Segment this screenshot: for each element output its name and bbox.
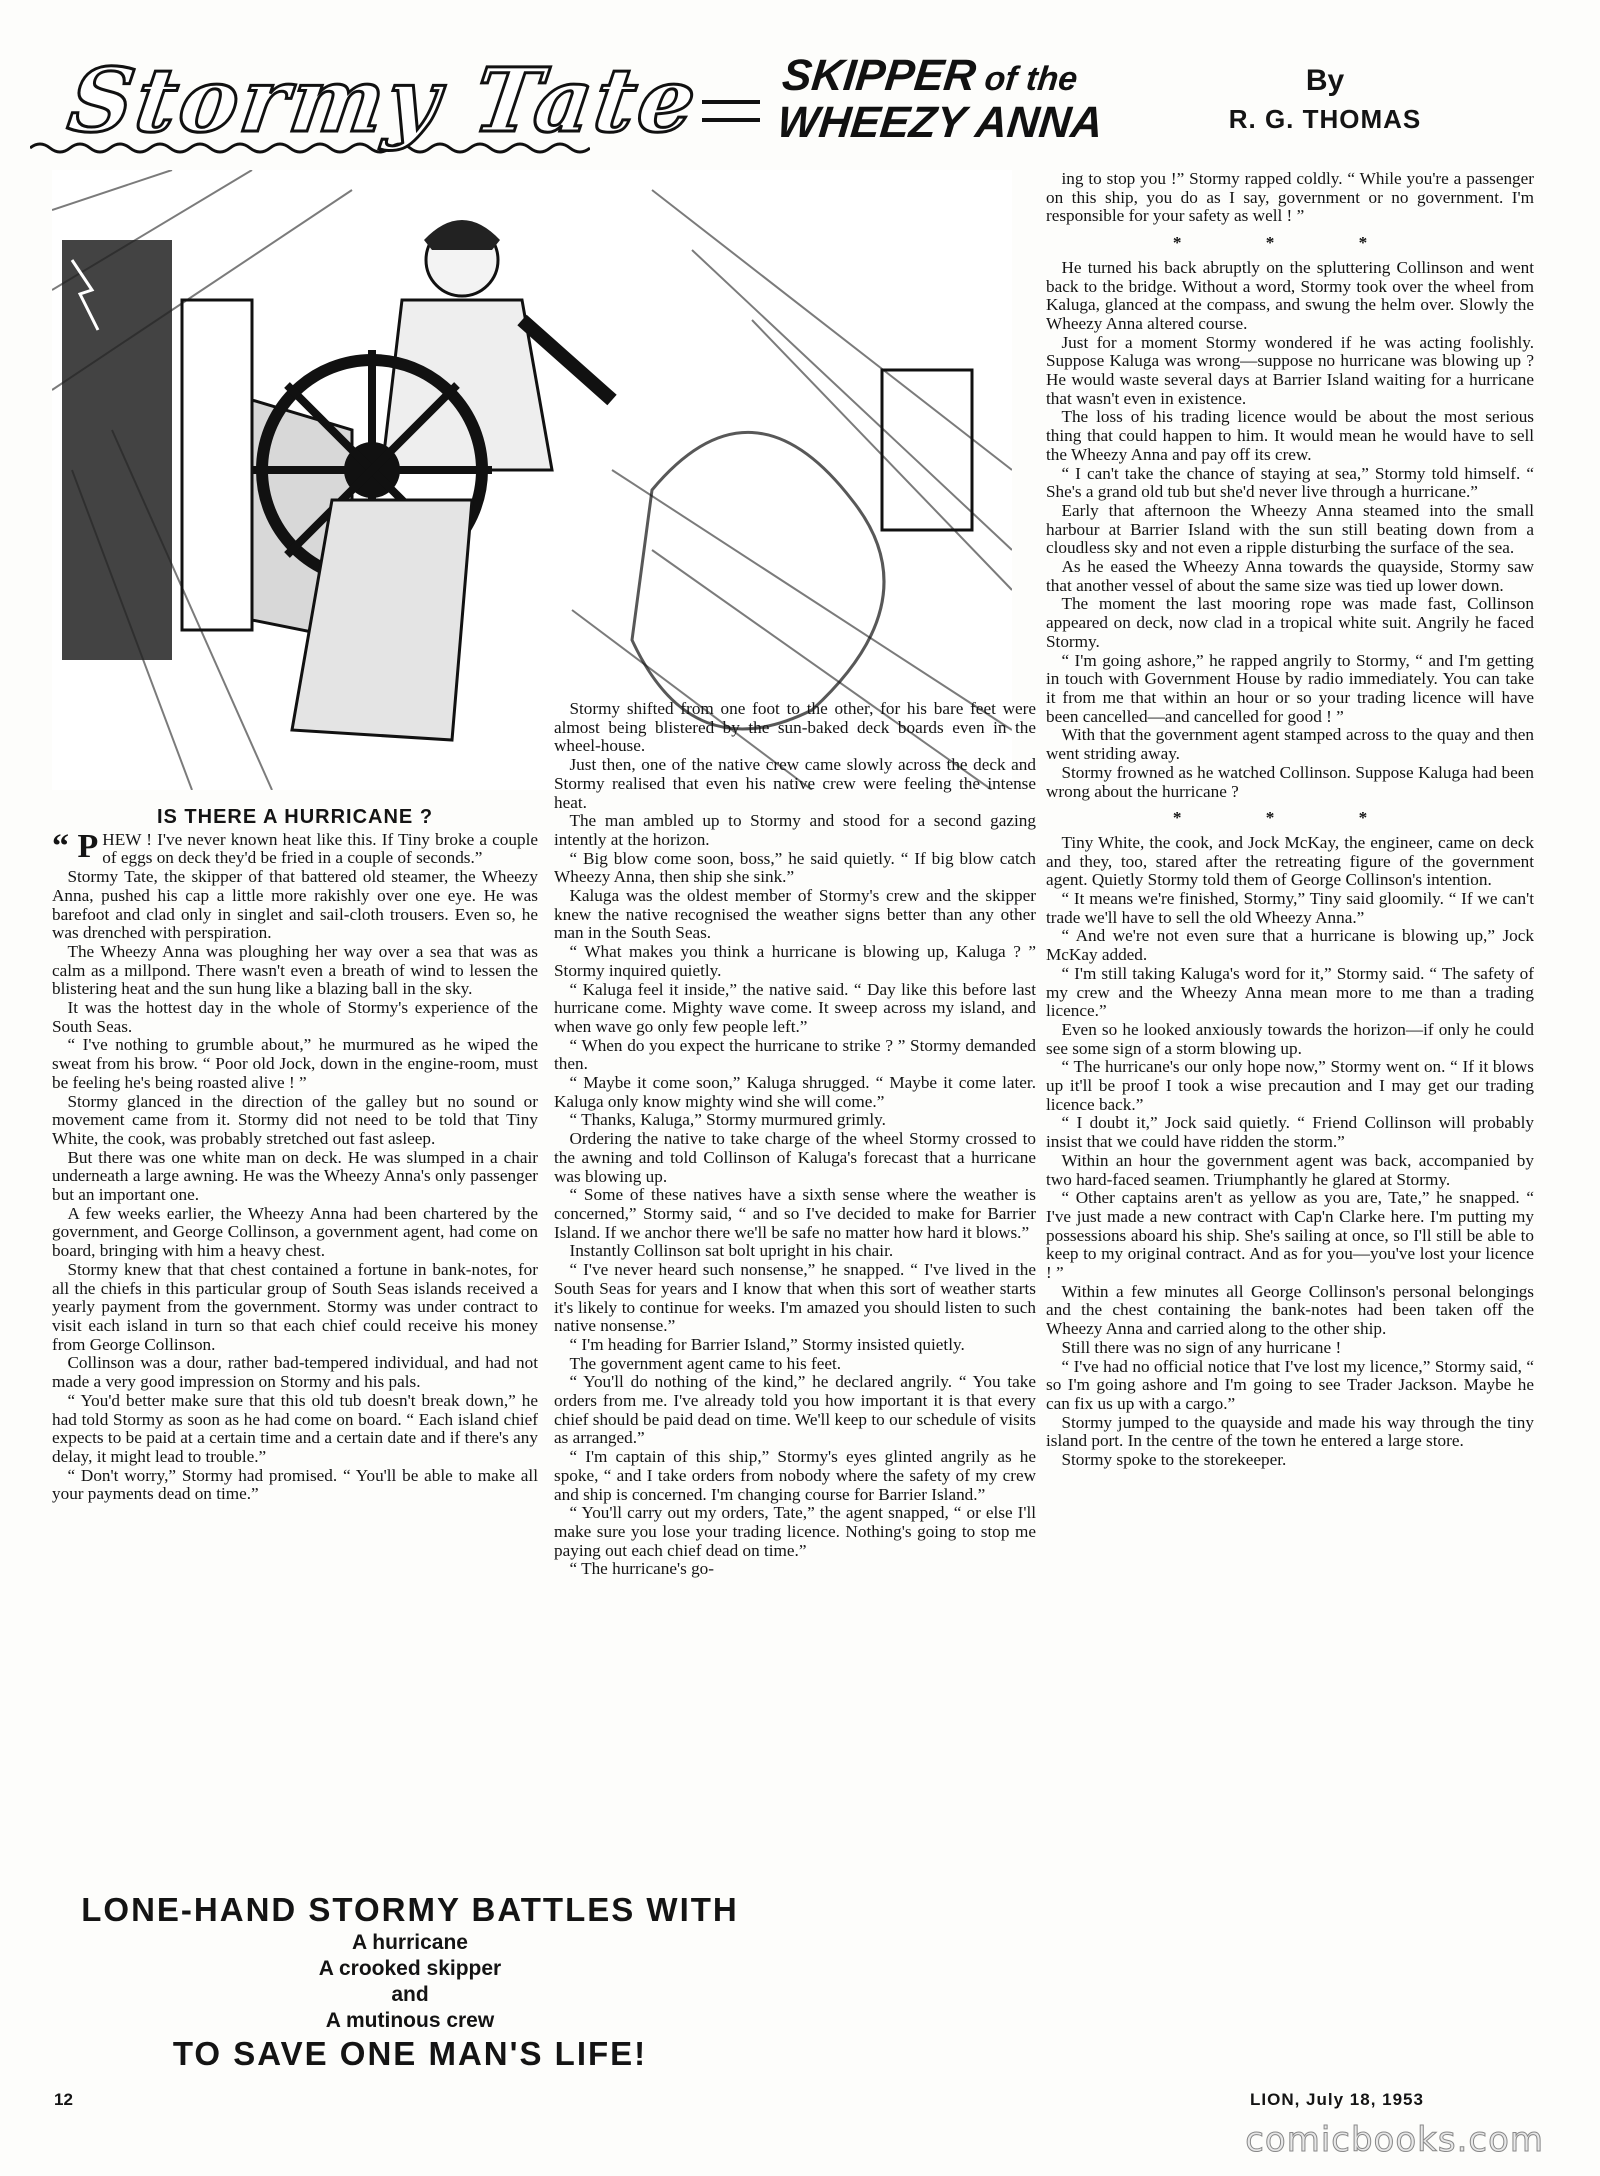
story-paragraph: “ And we're not even sure that a hurricane is blowing up,” Jock McKay added.	[1046, 926, 1534, 965]
section-break-stars: * * *	[1172, 233, 1408, 253]
story-paragraph: With that the government agent stamped across to the quay and then went striding away.	[1046, 725, 1534, 764]
story-paragraph: Stormy spoke to the storekeeper.	[1061, 1450, 1287, 1470]
story-paragraph: ing to stop you !” Stormy rapped coldly. “ While you're a passenger on this ship, you do as I say, government or no government. I'm responsible for your safety as well ! ”	[1046, 169, 1534, 226]
section-heading: IS THERE A HURRICANE ?	[156, 806, 434, 828]
story-paragraph: “ I'm going ashore,” he rapped angrily to Stormy, “ and I'm getting in touch with Government House by radio immediately. You can take it from me that within an hour or so your trading licence will have been cancelled—and cancelled for good ! ”	[1046, 650, 1534, 726]
story-paragraph: “ I've nothing to grumble about,” he murmured as he wiped the sweat from his brow. “ Poor old Jock, down in the engine-room, must be feeling he's being roasted alive ! ”	[52, 1035, 538, 1092]
story-paragraph: “ I'm captain of this ship,” Stormy's eyes glinted angrily as he spoke, “ and I take orders from nobody where the safety of my crew and ship is concerned. I'm changing course for Barrier Island.”	[554, 1447, 1036, 1504]
story-paragraph: Stormy Tate, the skipper of that battered old steamer, the Wheezy Anna, pushed his cap a little more rakishly over one eye. He was barefoot and clad only in singlet and sail-cloth trousers. Even so, he was drenched with perspiration.	[52, 867, 538, 943]
story-paragraph: Stormy knew that that chest contained a fortune in bank-notes, for all the chiefs in this particular group of South Seas islands received a yearly payment from the government. Stormy was under contract to visit each island in turn so that each chief could receive his money from George Collinson.	[52, 1259, 538, 1354]
story-illustration	[52, 170, 1012, 790]
story-paragraph: “ You'll do nothing of the kind,” he declared angrily. “ You take orders from me. I've already told you how important it is that every chief should be paid dead on time. We'll keep to our schedule of visits as arranged.”	[554, 1372, 1036, 1448]
story-paragraph: Collinson was a dour, rather bad-tempered individual, and had not made a very good impression on Stormy and his pals.	[52, 1353, 538, 1392]
story-paragraph: A few weeks earlier, the Wheezy Anna had been chartered by the government, and George Collinson, a government agent, had come on board, bringing with him a heavy chest.	[52, 1203, 538, 1261]
story-paragraph: Kaluga was the oldest member of Stormy's crew and the skipper knew the native recognised the weather signs better than any other man in the South Seas.	[554, 886, 1036, 943]
story-paragraph: As he eased the Wheezy Anna towards the quayside, Stormy saw that another vessel of about the same size was tied up lower down.	[1046, 557, 1534, 595]
story-paragraph: “ I'm heading for Barrier Island,” Stormy insisted quietly.	[569, 1334, 965, 1354]
story-paragraph: “ Maybe it come soon,” Kaluga shrugged. “ Maybe it come later. Kaluga only know mighty wind she will come.”	[554, 1073, 1036, 1111]
story-paragraph: The loss of his trading licence would be about the most serious thing that could happen to him. It would mean he would have to sell the Wheezy Anna and pay off its crew.	[1046, 407, 1534, 464]
story-paragraph: The Wheezy Anna was ploughing her way over a sea that was as calm as a millpond. There wasn't even a breath of wind to lessen the blistering heat and the sun hung like a blazing ball in the sky.	[52, 941, 538, 999]
story-paragraph: Within an hour the government agent was back, accompanied by two hard-faced seamen. Triumphantly he glared at Stormy.	[1046, 1150, 1534, 1189]
story-paragraph: Stormy frowned as he watched Collinson. Suppose Kaluga had been wrong about the hurricane ?	[1046, 762, 1534, 801]
promo-headline: LONE-HAND STORMY BATTLES WITH	[81, 1891, 739, 1928]
story-paragraph: “ I'm still taking Kaluga's word for it,” Stormy said. “ The safety of my crew and the Wheezy Anna mean more to me than a trading licence.”	[1046, 963, 1534, 1021]
story-paragraph: Just for a moment Stormy wondered if he was acting foolishly. Suppose Kaluga was wrong—suppose no hurricane was blowing up ? He would waste several days at Barrier Island waiting for a hurricane that wasn't even in existence.	[1046, 332, 1534, 408]
story-paragraph: “ Don't worry,” Stormy had promised. “ You'll be able to make all your payments dead on time.”	[52, 1465, 538, 1504]
byline-author: R. G. THOMAS	[1228, 104, 1422, 134]
story-paragraph: Tiny White, the cook, and Jock McKay, the engineer, came on deck and they, too, stared after the retreating figure of the government agent. Quietly Stormy told them of George Collinson's intention.	[1046, 832, 1534, 890]
subtitle-skipper: SKIPPER	[779, 51, 979, 100]
story-paragraph: “ You'll carry out my orders, Tate,” the agent snapped, “ or else I'll make sure you lose your trading licence. Nothing's going to stop me paying out each chief dead on time.”	[554, 1503, 1036, 1560]
story-paragraph: Early that afternoon the Wheezy Anna steamed into the small harbour at Barrier Island with the sun still beating down from a cloudless sky and not even a ripple disturbing the surface of the sea.	[1046, 500, 1534, 558]
promo-item-skipper: A crooked skipper	[318, 1957, 502, 1980]
story-title: Stormy Tate	[62, 48, 706, 152]
story-paragraph: “ Big blow come soon, boss,” he said quietly. “ If big blow catch Wheezy Anna, then ship she sink.”	[554, 848, 1036, 887]
story-paragraph: “ Other captains aren't as yellow as you are, Tate,” he snapped. “ I've just made a new contract with Cap'n Clarke here. I'm putting my possessions aboard his ship. She's sailing at once, so I'll still be able to keep to my original contract. And as for you—you've lost your licence ! ”	[1046, 1188, 1534, 1283]
column-1	[52, 808, 538, 1504]
story-paragraph: “ Some of these natives have a sixth sense where the weather is concerned,” Stormy said, “ and so I've decided to make for Barrier Island. If we anchor there we'll be safe no matter how hard it blows.”	[554, 1185, 1036, 1242]
next-week-promo	[40, 1890, 780, 2074]
story-paragraph: The moment the last mooring rope was made fast, Collinson appeared on deck, now clad in a tropical white suit. Angrily he faced Stormy.	[1046, 594, 1534, 651]
promo-item-and: and	[391, 1983, 429, 2006]
story-header	[30, 40, 1570, 160]
story-paragraph: The government agent came to his feet.	[569, 1353, 842, 1373]
story-paragraph: Still there was no sign of any hurricane !	[1061, 1337, 1342, 1357]
story-paragraph: “ I doubt it,” Jock said quietly. “ Friend Collinson will probably insist that we could have ridden the storm.”	[1046, 1113, 1534, 1152]
story-paragraph: “ When do you expect the hurricane to strike ? ” Stormy demanded then.	[554, 1035, 1036, 1074]
promo-tagline: TO SAVE ONE MAN'S LIFE!	[172, 2035, 648, 2072]
story-paragraph: “ I can't take the chance of staying at sea,” Stormy told himself. “ She's a grand old tub but she'd never live through a hurricane.”	[1046, 463, 1534, 502]
story-paragraph: “ The hurricane's go-	[569, 1559, 714, 1579]
column-2	[554, 700, 1036, 1579]
illustration-skipper-at-wheel	[52, 170, 1012, 790]
subtitle-wheezy-anna: WHEEZY ANNA	[775, 98, 1106, 147]
story-paragraph: “ I've never heard such nonsense,” he snapped. “ I've lived in the South Seas for years and I know that when this sort of weather starts it's likely to continue for weeks. I'm amazed you should listen to such native nonsense.”	[554, 1260, 1036, 1336]
subtitle-of-the: of the	[973, 60, 1080, 98]
byline-by: By	[1305, 64, 1345, 97]
story-paragraph: “ The hurricane's our only hope now,” Stormy went on. “ If it blows up it'll be proof I took a wise precaution and I may get our trading licence back.”	[1046, 1057, 1534, 1114]
section-break-stars-2: * * *	[1172, 808, 1408, 828]
story-paragraph: “ Kaluga feel it inside,” the native said. “ Day like this before last hurricane come. Mighty wave come. It sweep across my island, and when wave go only few people left.”	[554, 979, 1036, 1036]
story-paragraph: It was the hottest day in the whole of Stormy's experience of the South Seas.	[52, 998, 538, 1036]
story-paragraph: Ordering the native to take charge of the wheel Stormy crossed to the awning and told Collinson of Kaluga's forecast that a hurricane was blowing up.	[554, 1129, 1036, 1186]
page-number: 12	[54, 2090, 73, 2109]
promo-item-hurricane: A hurricane	[352, 1931, 468, 1954]
byline	[1210, 64, 1440, 135]
story-paragraph: Stormy glanced in the direction of the galley but no sound or movement came from it. Stormy did not need to be told that Tiny White, the cook, was probably stretched out fast asleep.	[52, 1091, 538, 1148]
title-dash	[702, 100, 760, 122]
column-3	[1046, 170, 1534, 1470]
story-paragraph: “ Thanks, Kaluga,” Stormy murmured grimly.	[569, 1110, 886, 1130]
promo-item-crew: A mutinous crew	[325, 2009, 495, 2032]
story-paragraph: “ You'd better make sure that this old tub doesn't break down,” he had told Stormy as soon as he had come on board. “ Each island chief expects to be paid at a certain time and a certain date and if there's any delay, it might lead to trouble.”	[52, 1390, 538, 1466]
story-paragraph: Stormy shifted from one foot to the other, for his bare feet were almost being blistered by the sun-baked deck boards even in the wheel-house.	[554, 699, 1036, 756]
story-paragraph: But there was one white man on deck. He was slumped in a chair underneath a large awning. He was the Wheezy Anna's only passenger but an important one.	[52, 1147, 538, 1205]
opening-paragraph: “ P HEW ! I've never known heat like this. If Tiny broke a couple of eggs on deck they'd be fried in a couple of seconds.”	[52, 827, 538, 868]
story-paragraph: He turned his back abruptly on the spluttering Collinson and went back to the bridge. Without a word, Stormy took over the wheel from Kaluga, glanced at the compass, and swung the helm over. Slowly the Wheezy Anna altered course.	[1046, 257, 1534, 333]
story-paragraph: The man ambled up to Stormy and stood for a second gazing intently at the horizon.	[554, 811, 1036, 849]
story-paragraph: “ What makes you think a hurricane is blowing up, Kaluga ? ” Stormy inquired quietly.	[554, 942, 1036, 980]
story-paragraph: Within a few minutes all George Collinson's personal belongings and the chest containing the bank-notes had been taken off the Wheezy Anna and carried along to the other ship.	[1046, 1281, 1534, 1339]
story-paragraph: “ It means we're finished, Stormy,” Tiny said gloomily. “ If we can't trade we'll have to sell the old Wheezy Anna.”	[1046, 889, 1534, 927]
story-subtitle	[775, 51, 1110, 147]
story-paragraph: Stormy jumped to the quayside and made his way through the tiny island port. In the centre of the town he entered a large store.	[1046, 1412, 1534, 1451]
story-paragraph: “ I've had no official notice that I've lost my licence,” Stormy said, “ so I'm going ashore and I'm going to see Trader Jackson. Maybe he can fix us up with a cargo.”	[1046, 1356, 1534, 1413]
drop-cap: “ P	[52, 827, 99, 865]
issue-date: LION, July 18, 1953	[1250, 2090, 1424, 2109]
story-paragraph: Even so he looked anxiously towards the horizon—if only he could see some sign of a storm blowing up.	[1046, 1019, 1534, 1058]
story-paragraph: Instantly Collinson sat bolt upright in his chair.	[569, 1241, 894, 1261]
watermark: comicbooks.com	[1245, 2120, 1544, 2160]
story-paragraph: Just then, one of the native crew came slowly across the deck and Stormy realised that even his native crew were feeling the intense heat.	[554, 755, 1036, 812]
